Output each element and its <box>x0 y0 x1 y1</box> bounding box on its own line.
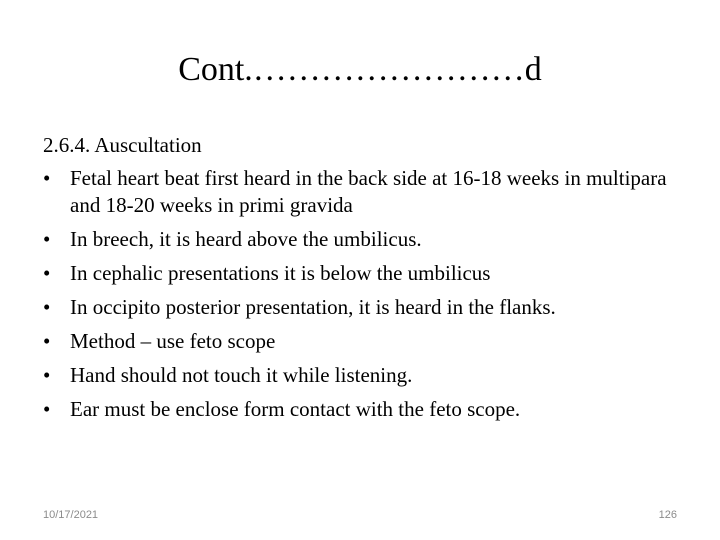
bullet-icon: • <box>43 227 51 251</box>
bullet-icon: • <box>43 363 51 387</box>
bullet-text: Fetal heart beat first heard in the back side at 16-18 weeks in multipara and 18-20 weeks in primi gravida <box>70 166 667 217</box>
bullet-icon: • <box>43 397 51 421</box>
bullet-icon: • <box>43 261 51 285</box>
footer-page-number: 126 <box>658 509 677 521</box>
bullet-text: In cephalic presentations it is below the umbilicus <box>70 261 491 285</box>
section-heading: 2.6.4. Auscultation <box>43 133 202 157</box>
bullet-item <box>43 294 683 321</box>
bullet-item <box>43 226 683 253</box>
bullet-item <box>43 165 683 219</box>
bullet-text: In breech, it is heard above the umbilicus. <box>70 227 422 251</box>
bullet-list <box>43 165 683 423</box>
bullet-item <box>43 362 683 389</box>
bullet-text: In occipito posterior presentation, it is heard in the flanks. <box>70 295 556 319</box>
bullet-item <box>43 260 683 287</box>
bullet-item <box>43 396 683 423</box>
bullet-text: Ear must be enclose form contact with the feto scope. <box>70 397 521 421</box>
bullet-item <box>43 328 683 355</box>
bullet-icon: • <box>43 295 51 319</box>
footer-date: 10/17/2021 <box>43 509 99 521</box>
bullet-icon: • <box>43 166 51 190</box>
bullet-text: Method – use feto scope <box>70 329 276 353</box>
slide-body <box>43 132 683 430</box>
bullet-icon: • <box>43 329 51 353</box>
slide-title: Cont.……………………d <box>178 51 542 88</box>
bullet-text: Hand should not touch it while listening. <box>70 363 413 387</box>
